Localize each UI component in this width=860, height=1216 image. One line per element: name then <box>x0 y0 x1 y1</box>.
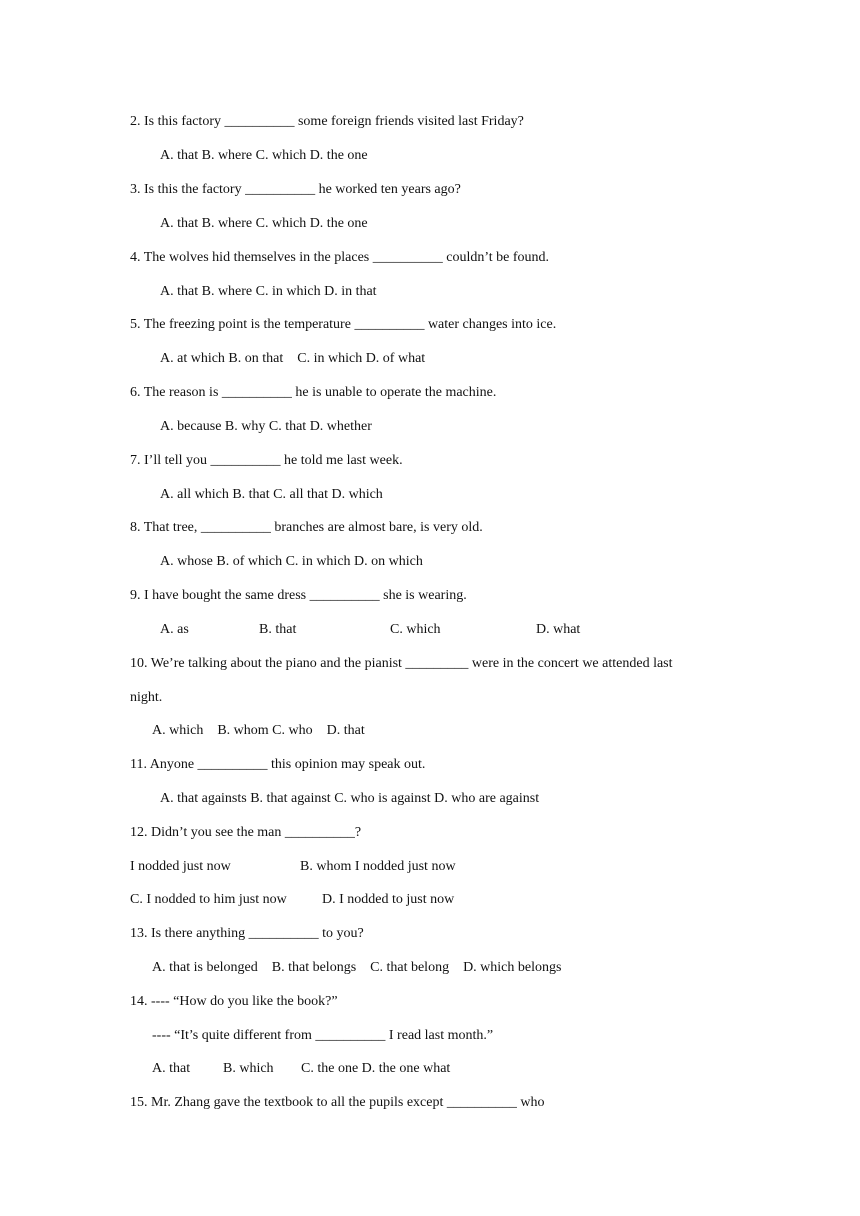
option-9d: D. what <box>536 622 581 637</box>
question-14-reply: ---- “It’s quite different from __________ I read last month.” <box>152 1028 494 1043</box>
question-7: 7. I’ll tell you __________ he told me last week. <box>130 453 403 468</box>
options-6: A. because B. why C. that D. whether <box>160 419 372 434</box>
option-9b: B. that <box>259 622 297 637</box>
option-14b: B. which <box>223 1061 274 1076</box>
question-8: 8. That tree, __________ branches are almost bare, is very old. <box>130 520 483 535</box>
option-12b: B. whom I nodded just now <box>300 859 456 874</box>
question-2: 2. Is this factory __________ some foreign friends visited last Friday? <box>130 114 524 129</box>
question-5: 5. The freezing point is the temperature __________ water changes into ice. <box>130 317 557 332</box>
option-12d: D. I nodded to just now <box>322 892 455 907</box>
option-14a: A. that <box>152 1061 191 1076</box>
question-10-continued: night. <box>130 690 163 705</box>
options-11: A. that againsts B. that against C. who is against D. who are against <box>160 791 540 806</box>
question-9: 9. I have bought the same dress __________ she is wearing. <box>130 588 467 603</box>
options-7: A. all which B. that C. all that D. which <box>160 487 383 502</box>
options-5: A. at which B. on that C. in which D. of what <box>160 351 426 366</box>
option-9c: C. which <box>390 622 441 637</box>
question-13: 13. Is there anything __________ to you? <box>130 926 364 941</box>
question-3: 3. Is this the factory __________ he worked ten years ago? <box>130 182 461 197</box>
options-8: A. whose B. of which C. in which D. on which <box>160 554 423 569</box>
option-12c: C. I nodded to him just now <box>130 892 287 907</box>
options-3: A. that B. where C. which D. the one <box>160 216 368 231</box>
option-14cd: C. the one D. the one what <box>301 1061 451 1076</box>
options-13: A. that is belonged B. that belongs C. that belong D. which belongs <box>152 960 562 975</box>
options-2: A. that B. where C. which D. the one <box>160 148 368 163</box>
question-4: 4. The wolves hid themselves in the places __________ couldn’t be found. <box>130 250 550 265</box>
option-12a: I nodded just now <box>130 859 231 874</box>
question-12: 12. Didn’t you see the man __________? <box>130 825 362 840</box>
question-15: 15. Mr. Zhang gave the textbook to all the pupils except __________ who <box>130 1095 545 1110</box>
question-11: 11. Anyone __________ this opinion may speak out. <box>130 757 426 772</box>
question-10: 10. We’re talking about the piano and the pianist _________ were in the concert we attended last <box>130 656 673 671</box>
question-6: 6. The reason is __________ he is unable to operate the machine. <box>130 385 497 400</box>
options-10: A. which B. whom C. who D. that <box>152 723 365 738</box>
option-9a: A. as <box>160 622 189 637</box>
options-4: A. that B. where C. in which D. in that <box>160 284 377 299</box>
question-14: 14. ---- “How do you like the book?” <box>130 994 338 1009</box>
